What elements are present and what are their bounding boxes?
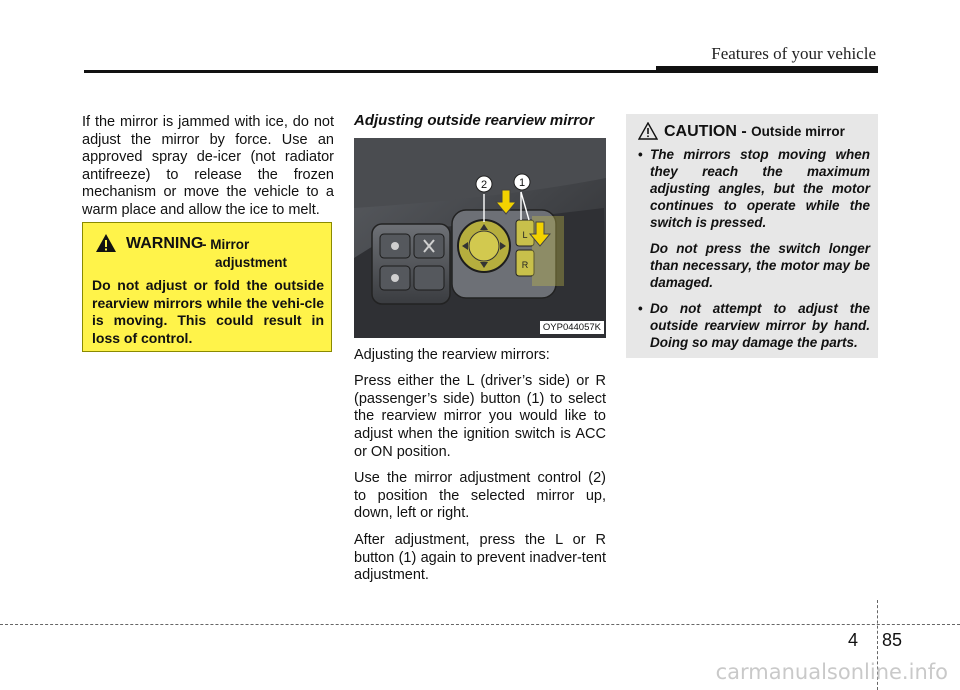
- mirror-switch-figure: [354, 138, 606, 338]
- warning-subtitle-line1: - Mirror: [202, 237, 250, 252]
- callout-1-label: 1: [518, 176, 526, 189]
- chapter-number: 4: [848, 630, 859, 650]
- body-paragraph: Use the mirror adjustment control (2) to position the selected mirror up, down, left or right.: [354, 470, 606, 522]
- warning-subtitle-line2: adjustment: [215, 255, 288, 270]
- watermark: carmanualsonline.info: [715, 660, 948, 684]
- body-paragraph: Adjusting the rearview mirrors:: [354, 346, 550, 363]
- caution-item-note: Do not press the switch longer than necessary, the motor may be damaged.: [650, 241, 870, 290]
- mirror-switch-illustration: [354, 138, 606, 338]
- warning-body: Do not adjust or fold the outside rearview mirrors while the vehi-cle is moving. This could result in loss of control.: [92, 277, 324, 346]
- column-left: [82, 114, 334, 220]
- caution-item-text: Do not attempt to adjust the outside rearview mirror by hand. Doing so may damage the parts.: [650, 301, 870, 350]
- warning-title: WARNING: [126, 235, 204, 252]
- bullet: •: [638, 147, 643, 162]
- page-header-title: Features of your vehicle: [711, 44, 876, 63]
- body-paragraph: After adjustment, press the L or R button (1) again to prevent inadver-tent adjustment.: [354, 531, 606, 584]
- warning-triangle-icon: [95, 233, 117, 253]
- caution-subtitle: Outside mirror: [751, 124, 845, 139]
- button-R-label: R: [521, 259, 529, 270]
- warning-box: [82, 222, 332, 352]
- callout-2-label: 2: [480, 178, 488, 191]
- button-L-label: L: [522, 229, 528, 240]
- footer-rule: [0, 624, 960, 625]
- caution-item: [638, 146, 870, 231]
- bullet: •: [638, 301, 643, 316]
- body-paragraph: Press either the L (driver’s side) or R (passenger’s side) button (1) to select the rearview mirror you would like to adjust when the ignition switch is ACC or ON position.: [354, 373, 606, 460]
- ice-instructions-paragraph: If the mirror is jammed with ice, do not adjust the mirror by force. Use an approved spray de-icer (not radiator antifreeze) to release the frozen mechanism or move the vehicle to a warm place and allow the ice to melt.: [82, 114, 334, 218]
- header-rule: [84, 70, 878, 73]
- caution-body: [638, 146, 870, 360]
- page-number: 85: [882, 630, 903, 650]
- section-title: Adjusting outside rearview mirror: [354, 112, 595, 129]
- figure-code: OYP044057K: [540, 321, 604, 334]
- caution-box: [626, 114, 878, 358]
- caution-title: CAUTION -: [664, 123, 747, 140]
- column-middle: [354, 112, 606, 585]
- caution-triangle-icon: [638, 122, 658, 140]
- caution-item: [638, 300, 870, 351]
- caution-item-text: The mirrors stop moving when they reach the maximum adjusting angles, but the motor continues to operate while the switch is pressed.: [650, 147, 870, 230]
